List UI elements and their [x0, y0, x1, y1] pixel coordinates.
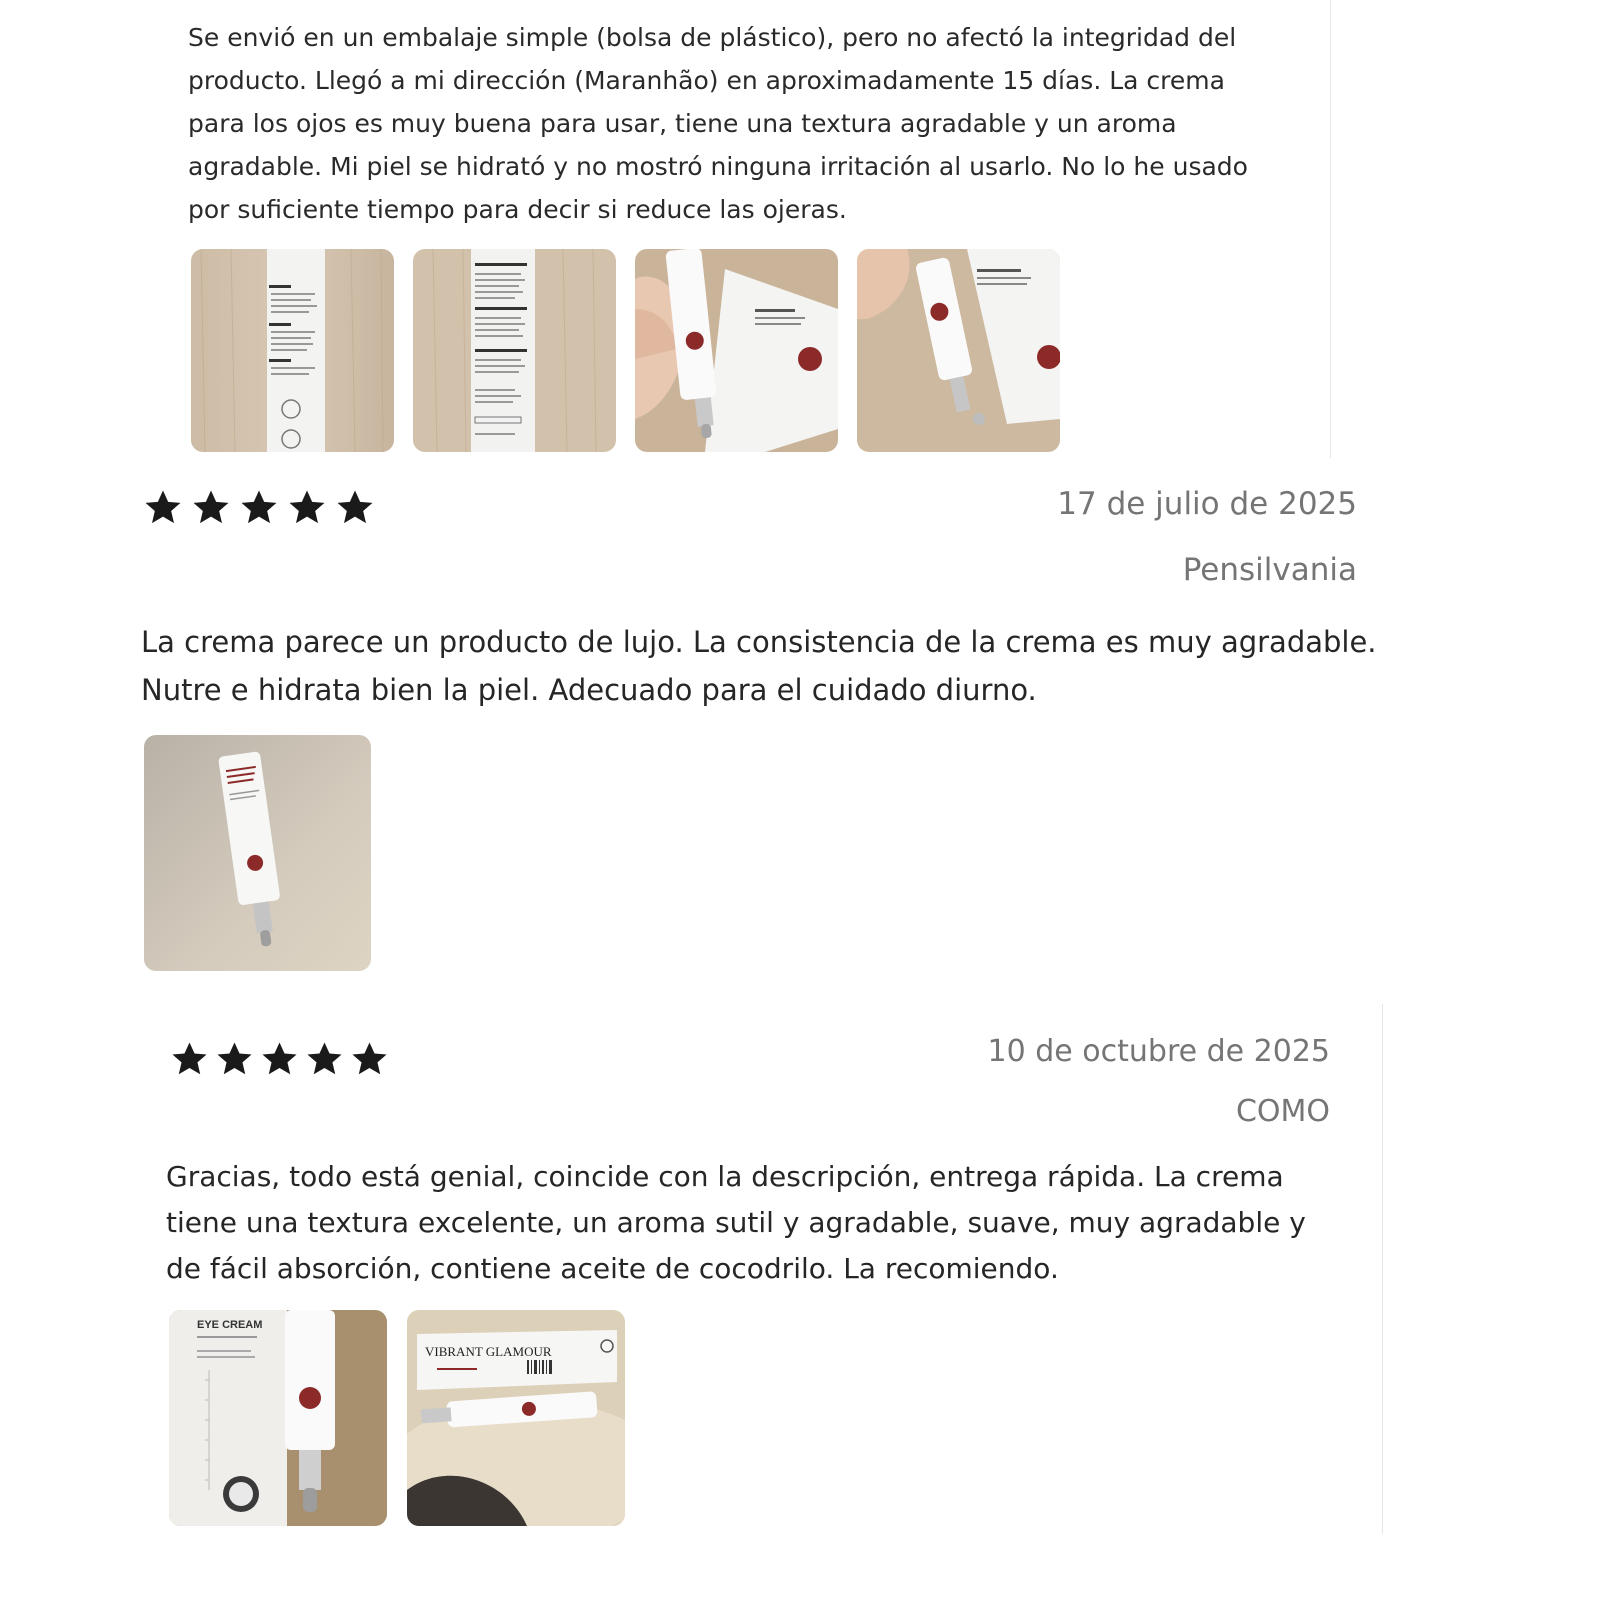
- review-item: [0, 470, 1600, 990]
- star-icon: [170, 1040, 209, 1079]
- star-rating: [143, 488, 375, 528]
- star-icon: [287, 488, 327, 528]
- star-icon: [350, 1040, 389, 1079]
- review-date: 10 de octubre de 2025: [987, 1034, 1330, 1069]
- star-icon: [260, 1040, 299, 1079]
- review-item: [0, 0, 1600, 460]
- review-photos: [191, 249, 1060, 452]
- review-photo-thumbnail[interactable]: [407, 1310, 625, 1526]
- review-photo-thumbnail[interactable]: [857, 249, 1060, 452]
- review-item: [0, 1004, 1600, 1534]
- review-text: La crema parece un producto de lujo. La consistencia de la crema es muy agradable. Nutre e hidrata bien la piel. Adecuado para el cuidado diurno.: [141, 625, 1377, 707]
- star-icon: [305, 1040, 344, 1079]
- star-icon: [143, 488, 183, 528]
- review-location: COMO: [1235, 1094, 1330, 1129]
- photo-label: EYE CREAM: [197, 1319, 263, 1331]
- star-rating: [170, 1040, 389, 1079]
- review-photo-thumbnail[interactable]: [169, 1310, 387, 1526]
- review-text: Se envió en un embalaje simple (bolsa de plástico), pero no afectó la integridad del producto. Llegó a mi dirección (Maranhão) en aproximadamente 15 días. La crema para los ojos es muy buena para usar, tiene una textura agradable y un aroma agradable. Mi piel se hidrató y no mostró ninguna irritación al usarlo. No lo he usado por suficiente tiempo para decir si reduce las ojeras.: [188, 23, 1248, 224]
- review-photo-thumbnail[interactable]: [144, 735, 371, 971]
- star-icon: [191, 488, 231, 528]
- review-date: 17 de julio de 2025: [1057, 486, 1357, 522]
- star-icon: [335, 488, 375, 528]
- review-photo-thumbnail[interactable]: [635, 249, 838, 452]
- review-text: Gracias, todo está genial, coincide con la descripción, entrega rápida. La crema tiene una textura excelente, un aroma sutil y agradable, suave, muy agradable y de fácil absorción, contiene aceite de cocodrilo. La recomiendo.: [166, 1160, 1306, 1285]
- star-icon: [215, 1040, 254, 1079]
- divider: [1330, 0, 1331, 458]
- photo-label: VIBRANT GLAMOUR: [425, 1344, 552, 1359]
- star-icon: [239, 488, 279, 528]
- divider: [1382, 1004, 1383, 1534]
- review-location: Pensilvania: [1182, 552, 1357, 588]
- review-photo-thumbnail[interactable]: [413, 249, 616, 452]
- review-photos: [169, 1310, 625, 1526]
- review-photo-thumbnail[interactable]: [191, 249, 394, 452]
